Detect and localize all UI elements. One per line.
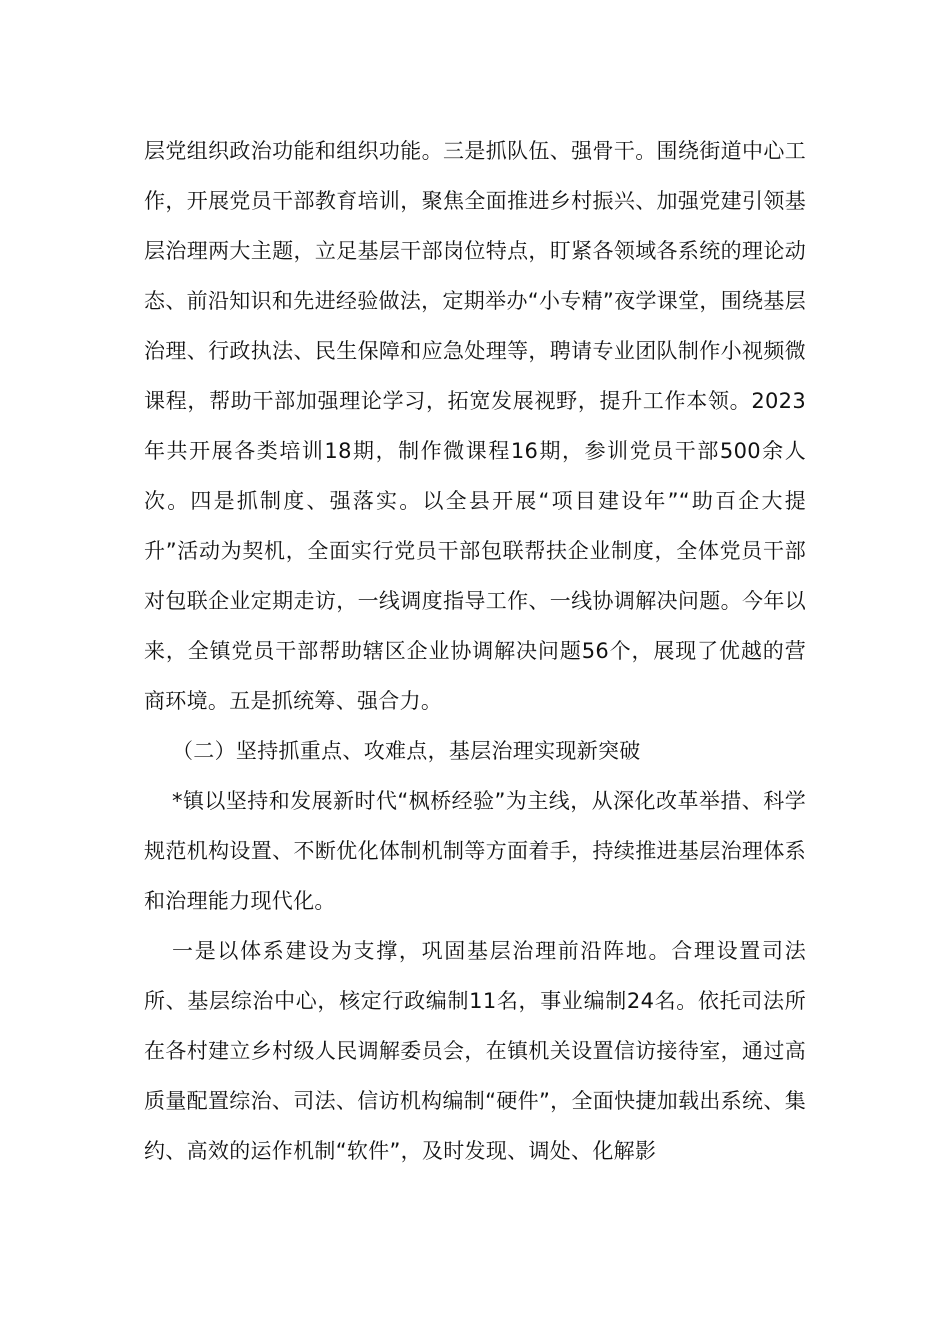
section-heading: （二）坚持抓重点、攻难点，基层治理实现新突破 bbox=[172, 739, 641, 763]
paragraph-intro: *镇以坚持和发展新时代“枫桥经验”为主线，从深化改革举措、科学规范机构设置、不断优化体制机制等方面着手，持续推进基层治理体系和治理能力现代化。 bbox=[144, 789, 806, 913]
paragraph-continuation: 层党组织政治功能和组织功能。三是抓队伍、强骨干。围绕街道中心工作，开展党员干部教育培训，聚焦全面推进乡村振兴、加强党建引领基层治理两大主题，立足基层干部岗位特点，盯紧各领域各系统的理论动态、前沿知识和先进经验做法，定期举办“小专精”夜学课堂，围绕基层治理、行政执法、民生保障和应急处理等，聘请专业团队制作小视频微课程，帮助干部加强理论学习，拓宽发展视野，提升工作本领。2023年共开展各类培训18期，制作微课程16期，参训党员干部500余人次。四是抓制度、强落实。以全县开展“项目建设年”“助百企大提升”活动为契机，全面实行党员干部包联帮扶企业制度，全体党员干部对包联企业定期走访，一线调度指导工作、一线协调解决问题。今年以来，全镇党员干部帮助辖区企业协调解决问题56个，展现了优越的营商环境。五是抓统筹、强合力。 bbox=[144, 139, 806, 713]
document-body bbox=[144, 126, 806, 1176]
paragraph-point-one: 一是以体系建设为支撑，巩固基层治理前沿阵地。合理设置司法所、基层综治中心，核定行政编制11名，事业编制24名。依托司法所在各村建立乡村级人民调解委员会，在镇机关设置信访接待室，通过高质量配置综治、司法、信访机构编制“硬件”，全面快捷加载出系统、集约、高效的运作机制“软件”，及时发现、调处、化解影 bbox=[144, 939, 806, 1163]
